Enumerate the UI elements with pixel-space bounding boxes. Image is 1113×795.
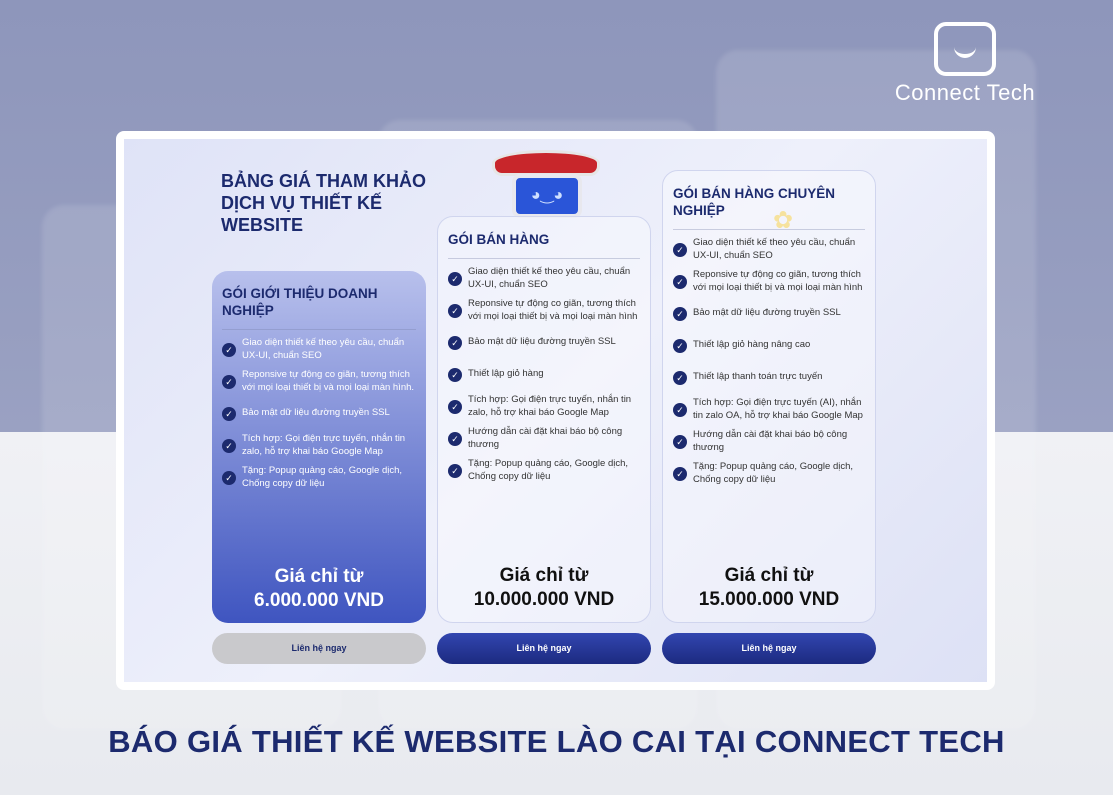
plan-name: GÓI BÁN HÀNG [448, 231, 640, 259]
feature-text: Giao diện thiết kế theo yêu cầu, chuẩn UX-UI, chuẩn SEO [468, 266, 631, 290]
check-icon: ✓ [448, 432, 462, 446]
feature-text: Thiết lập giỏ hàng [468, 368, 544, 380]
feature-item [673, 397, 865, 422]
plan-name: GÓI BÁN HÀNG CHUYÊN NGHIỆP [673, 185, 865, 230]
feature-item [673, 429, 865, 454]
feature-text: Hướng dẫn cài đặt khai báo bộ công thương [693, 429, 848, 453]
check-icon: ✓ [673, 275, 687, 289]
check-icon: ✓ [222, 375, 236, 389]
check-icon: ✓ [673, 467, 687, 481]
plan-card-sales [437, 216, 651, 623]
feature-item [448, 426, 640, 451]
flower-icon: ✿ [773, 207, 794, 234]
feature-text: Giao diện thiết kế theo yêu cầu, chuẩn UX-UI, chuẩn SEO [242, 337, 405, 361]
feature-text: Tích hợp: Gọi điện trực tuyến, nhắn tin zalo, hỗ trợ khai báo Google Map [468, 394, 632, 418]
feature-text: Tích hợp: Gọi điện trực tuyến, nhắn tin zalo, hỗ trợ khai báo Google Map [242, 433, 406, 457]
price-label: Giá chỉ từ [274, 566, 364, 587]
feature-item [222, 369, 416, 394]
check-icon: ✓ [448, 368, 462, 382]
feature-item [673, 301, 865, 326]
check-icon: ✓ [673, 243, 687, 257]
contact-button-intro[interactable]: Liên hệ ngay [212, 633, 426, 664]
feature-item [222, 465, 416, 490]
feature-text: Tặng: Popup quảng cáo, Google dịch, Chống copy dữ liệu [242, 465, 403, 489]
price-value: 6.000.000 VND [254, 590, 384, 611]
contact-button-sales[interactable]: Liên hệ ngay [437, 633, 651, 664]
check-icon: ✓ [673, 307, 687, 321]
plan-card-intro [212, 271, 426, 623]
feature-text: Giao diện thiết kế theo yêu cầu, chuẩn UX-UI, chuẩn SEO [693, 237, 856, 261]
feature-item [673, 461, 865, 486]
feature-item [448, 266, 640, 291]
feature-item [222, 337, 416, 362]
feature-item [673, 333, 865, 358]
feature-text: Tặng: Popup quảng cáo, Google dịch, Chống copy dữ liệu [468, 458, 629, 482]
feature-item [448, 362, 640, 387]
price-value: 15.000.000 VND [698, 589, 840, 610]
check-icon: ✓ [673, 435, 687, 449]
feature-text: Reponsive tự động co giãn, tương thích với mọi loại thiết bị và mọi loại màn hình [468, 298, 638, 322]
check-icon: ✓ [222, 407, 236, 421]
feature-text: Tích hợp: Gọi điện trực tuyến (AI), nhắn tin zalo OA, hỗ trợ khai báo Google Map [693, 397, 863, 421]
check-icon: ✓ [448, 272, 462, 286]
contact-button-pro[interactable]: Liên hệ ngay [662, 633, 876, 664]
feature-item [448, 330, 640, 355]
robot-face: ◕‿◕ [512, 174, 582, 218]
feature-text: Bảo mật dữ liệu đường truyền SSL [693, 307, 841, 319]
feature-text: Hướng dẫn cài đặt khai báo bộ công thương [468, 426, 623, 450]
feature-item [673, 237, 865, 262]
plan-price [663, 564, 875, 612]
plan-price [212, 565, 426, 613]
banner-title: BÁO GIÁ THIẾT KẾ WEBSITE LÀO CAI TẠI CONNECT TECH [108, 724, 1005, 759]
feature-item [222, 433, 416, 458]
robot-hat [492, 150, 600, 176]
feature-item [222, 401, 416, 426]
price-value: 10.000.000 VND [473, 589, 615, 610]
feature-item [448, 458, 640, 483]
check-icon: ✓ [673, 371, 687, 385]
check-icon: ✓ [448, 464, 462, 478]
price-label: Giá chỉ từ [499, 565, 589, 586]
feature-item [673, 365, 865, 390]
check-icon: ✓ [673, 403, 687, 417]
check-icon: ✓ [222, 343, 236, 357]
feature-item [448, 298, 640, 323]
robot-mascot [490, 150, 602, 220]
plan-card-pro [662, 170, 876, 623]
brand-name: Connect Tech [894, 80, 1036, 105]
check-icon: ✓ [448, 336, 462, 350]
feature-item [673, 269, 865, 294]
feature-text: Reponsive tự động co giãn, tương thích với mọi loại thiết bị và mọi loại màn hình [693, 269, 863, 293]
feature-item [448, 394, 640, 419]
check-icon: ✓ [222, 439, 236, 453]
feature-text: Thiết lập giỏ hàng nâng cao [693, 339, 811, 351]
chat-bubble-icon [934, 22, 996, 76]
check-icon: ✓ [222, 471, 236, 485]
plan-name: GÓI GIỚI THIỆU DOANH NGHIỆP [222, 285, 416, 330]
feature-text: Thiết lập thanh toán trực tuyến [693, 371, 823, 383]
plan-price [438, 564, 650, 612]
price-label: Giá chỉ từ [724, 565, 814, 586]
feature-text: Reponsive tự động co giãn, tương thích với mọi loại thiết bị và mọi loại màn hình. [242, 369, 415, 393]
feature-text: Bảo mật dữ liệu đường truyền SSL [242, 407, 390, 419]
page-headline: BẢNG GIÁ THAM KHẢO DỊCH VỤ THIẾT KẾ WEBSITE [221, 171, 426, 235]
feature-text: Tặng: Popup quảng cáo, Google dịch, Chống copy dữ liệu [693, 461, 854, 485]
check-icon: ✓ [673, 339, 687, 353]
check-icon: ✓ [448, 304, 462, 318]
check-icon: ✓ [448, 400, 462, 414]
brand-logo [880, 22, 1050, 106]
feature-text: Bảo mật dữ liệu đường truyền SSL [468, 336, 616, 348]
